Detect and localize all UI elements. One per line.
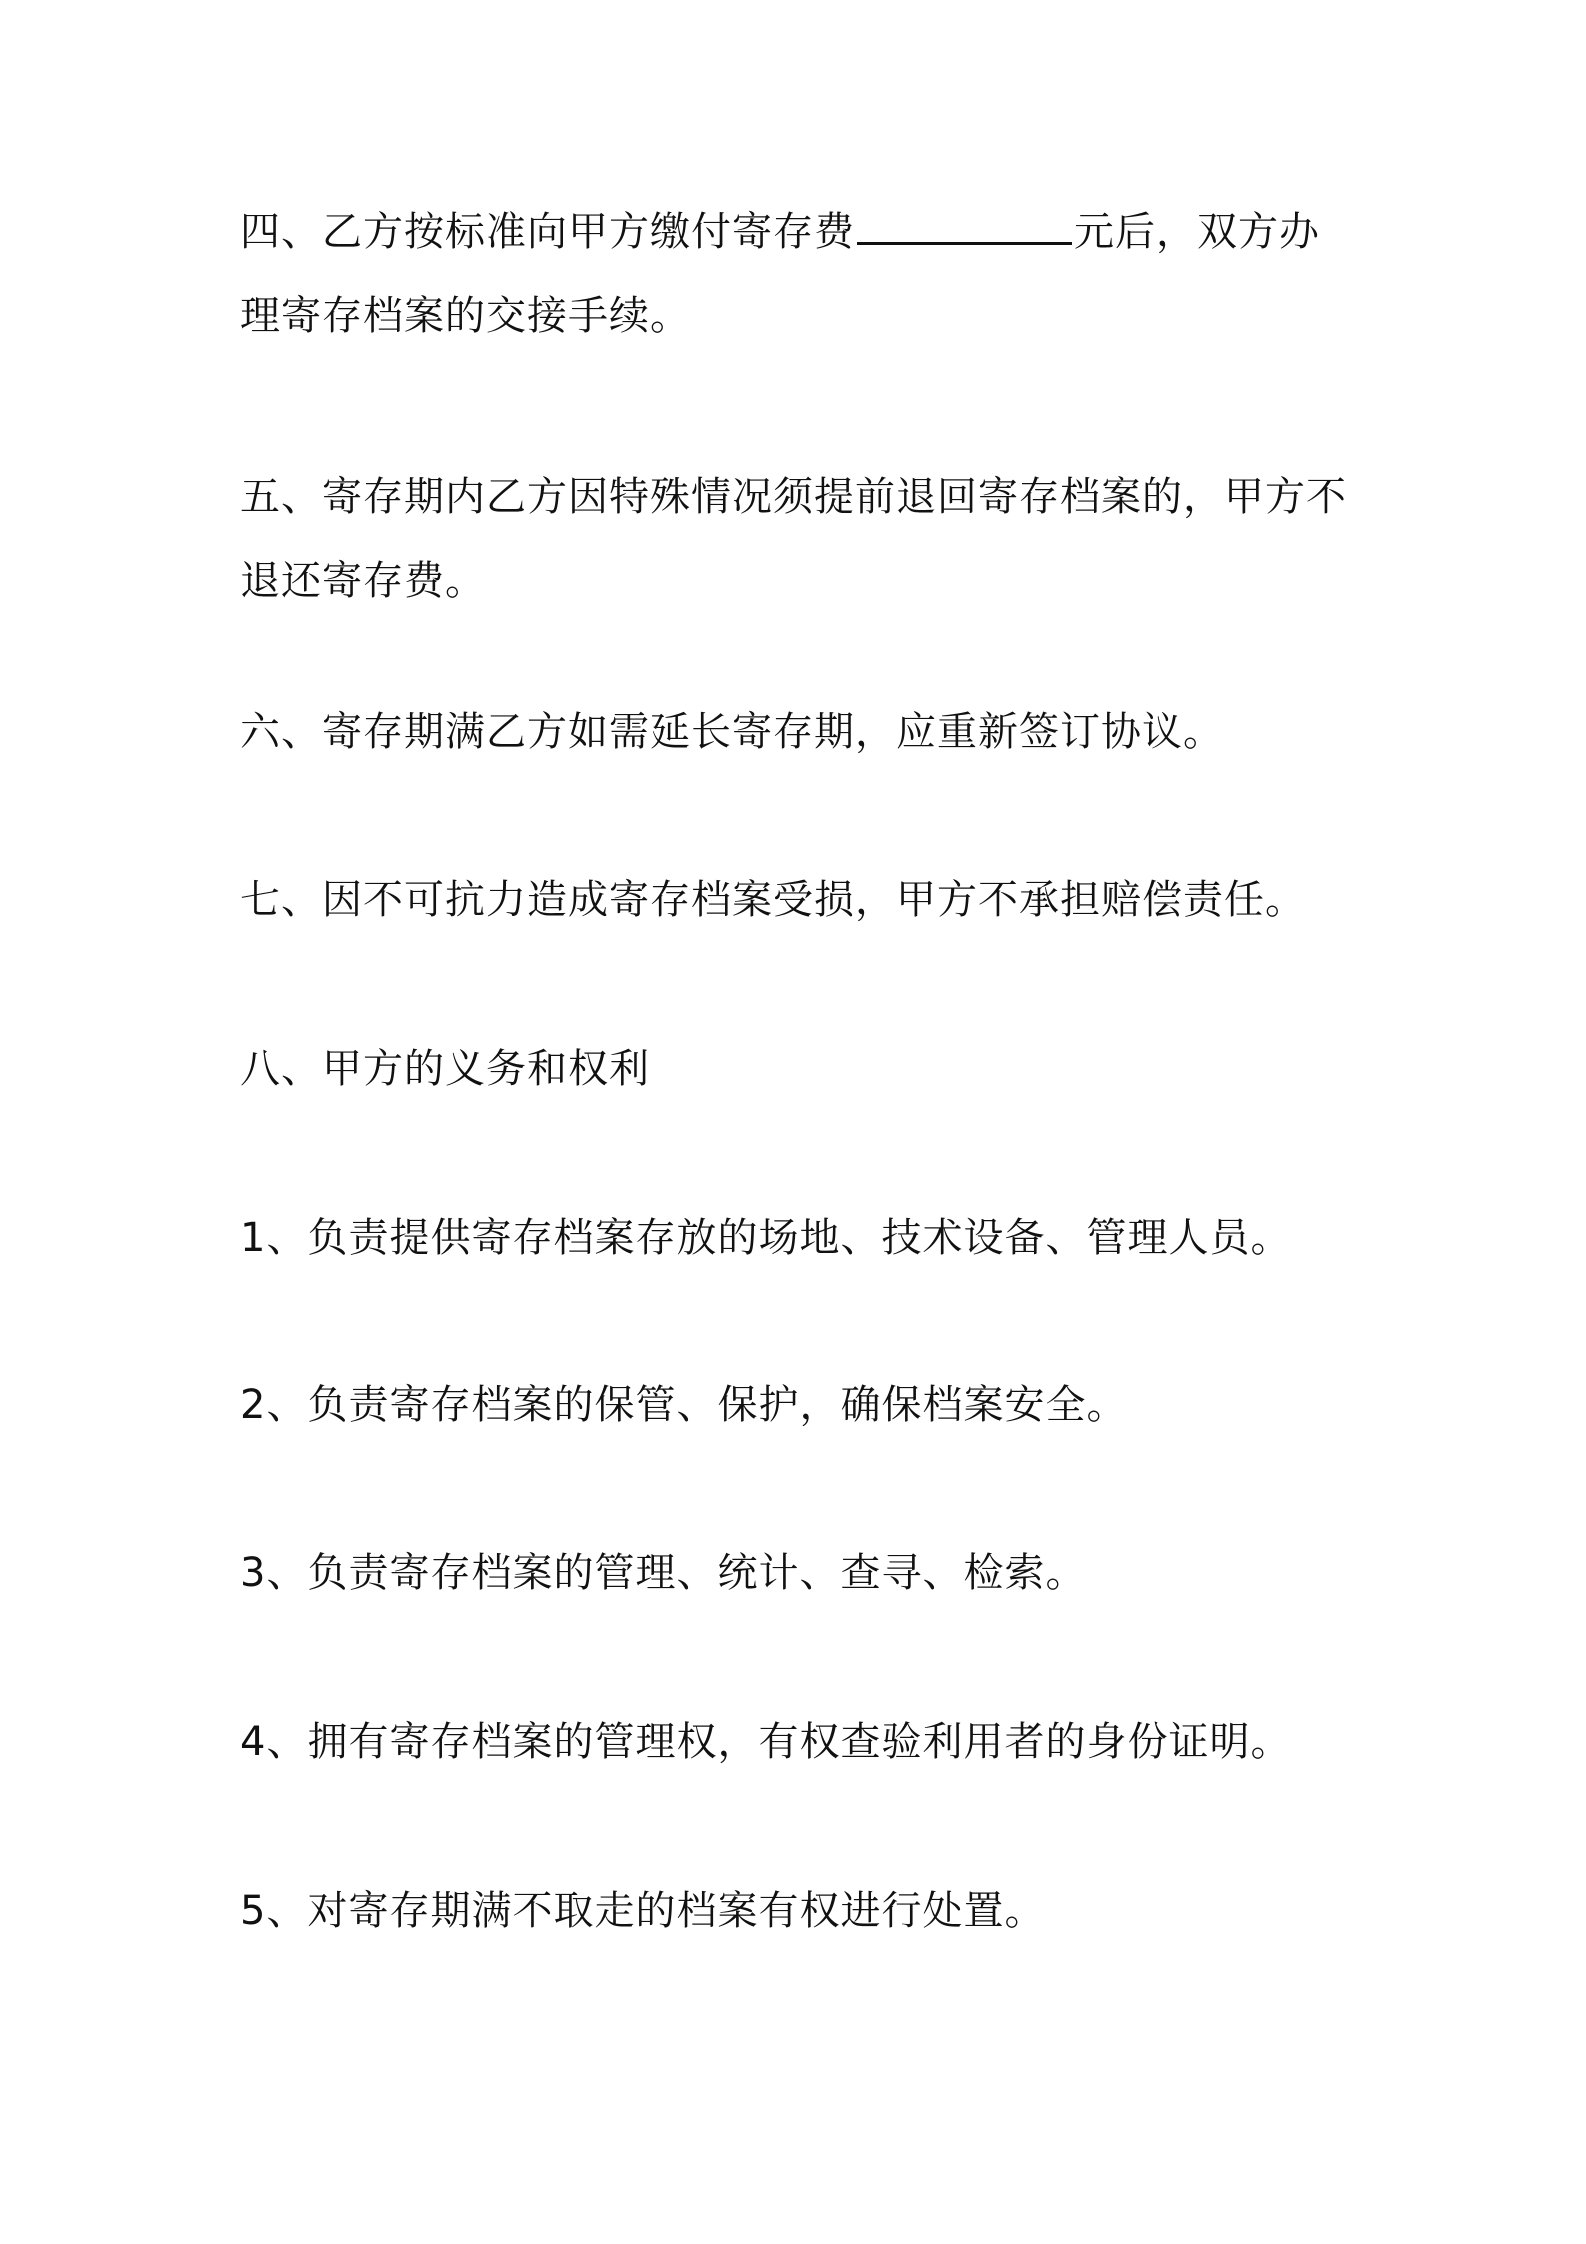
clause-4-storage-fee bbox=[240, 190, 1360, 358]
clause-7-force-majeure: 七、因不可抗力造成寄存档案受损，甲方不承担赔偿责任。 bbox=[240, 877, 1306, 923]
clause-4-text-after-blank: 元后，双方办理寄存档案的交接手续。 bbox=[240, 209, 1320, 339]
clause-4-text-before-blank: 四、乙方按标准向甲方缴付寄存费 bbox=[240, 209, 855, 255]
duty-item-3: 3、负责寄存档案的管理、统计、查寻、检索。 bbox=[240, 1550, 1087, 1596]
section-8-heading: 八、甲方的义务和权利 bbox=[240, 1046, 650, 1092]
clause-5-early-return: 五、寄存期内乙方因特殊情况须提前退回寄存档案的，甲方不退还寄存费。 bbox=[240, 474, 1347, 604]
duty-item-4: 4、拥有寄存档案的管理权，有权查验利用者的身份证明。 bbox=[240, 1719, 1292, 1765]
duty-item-1: 1、负责提供寄存档案存放的场地、技术设备、管理人员。 bbox=[240, 1215, 1292, 1261]
duty-item-5: 5、对寄存期满不取走的档案有权进行处置。 bbox=[240, 1888, 1046, 1934]
fee-amount-blank bbox=[857, 206, 1072, 245]
clause-6-extension: 六、寄存期满乙方如需延长寄存期，应重新签订协议。 bbox=[240, 709, 1224, 755]
duty-item-2: 2、负责寄存档案的保管、保护，确保档案安全。 bbox=[240, 1382, 1128, 1428]
